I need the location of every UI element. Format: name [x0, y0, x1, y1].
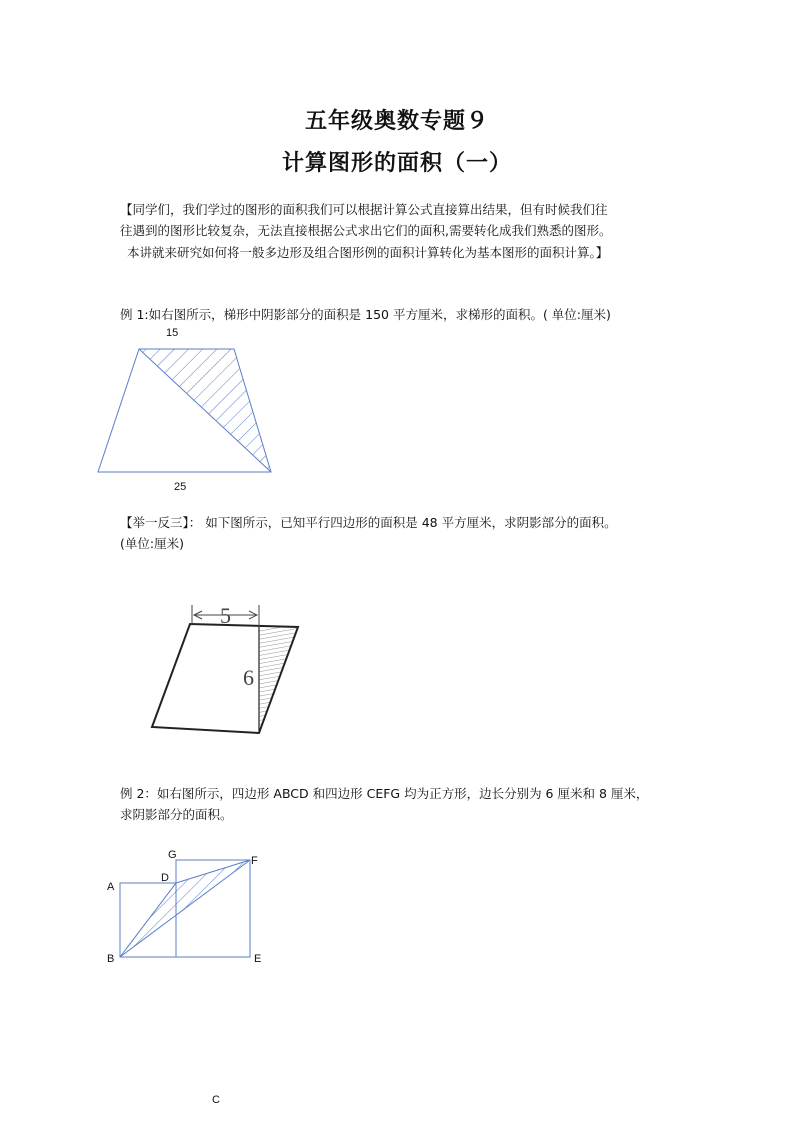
label-b: B [107, 953, 115, 965]
page-title: 五年级奥数专题９ [304, 109, 489, 134]
intro-line-2: 往遇到的图形比较复杂，无法直接根据公式求出它们的面积,需要转化成我们熟悉的图形。 [120, 223, 612, 238]
label-d: D [161, 872, 169, 884]
parallelogram-width-label: 5 [220, 603, 231, 628]
example2-line-1: 例 2：如右图所示，四边形 ABCD 和四边形 CEFG 均为正方形，边长分别为 6 厘米和 8 厘米， [120, 786, 649, 801]
line-bf [120, 860, 250, 957]
example2-line-2: 求阴影部分的面积。 [120, 807, 233, 822]
label-e: E [254, 953, 262, 965]
page-subtitle: 计算图形的面积（一） [281, 151, 512, 176]
label-g: G [168, 849, 177, 861]
example1-text: 例 1:如右图所示，梯形中阴影部分的面积是 150 平方厘米，求梯形的面积。( 单位:厘米) [120, 307, 611, 322]
trapezoid-figure [90, 320, 290, 500]
trapezoid-top-label: 15 [166, 327, 179, 339]
label-a: A [107, 881, 115, 893]
label-c: C [212, 1094, 220, 1106]
parallelogram-figure [140, 595, 320, 755]
label-f: F [251, 855, 258, 867]
intro-line-3: 本讲就来研究如何将一般多边形及组合图形例的面积计算转化为基本图形的面积计算。】 [127, 245, 609, 260]
practice-line-1: 【举一反三】： 如下图所示，已知平行四边形的面积是 48 平方厘米，求阴影部分的面积。 [120, 515, 617, 530]
practice-line-2: (单位:厘米) [120, 536, 184, 551]
trapezoid-bottom-label: 25 [174, 481, 187, 493]
squares-figure [100, 840, 280, 970]
parallelogram-height-label: 6 [243, 665, 254, 690]
intro-line-1: 【同学们，我们学过的图形的面积我们可以根据计算公式直接算出结果，但有时候我们往 [120, 202, 608, 217]
